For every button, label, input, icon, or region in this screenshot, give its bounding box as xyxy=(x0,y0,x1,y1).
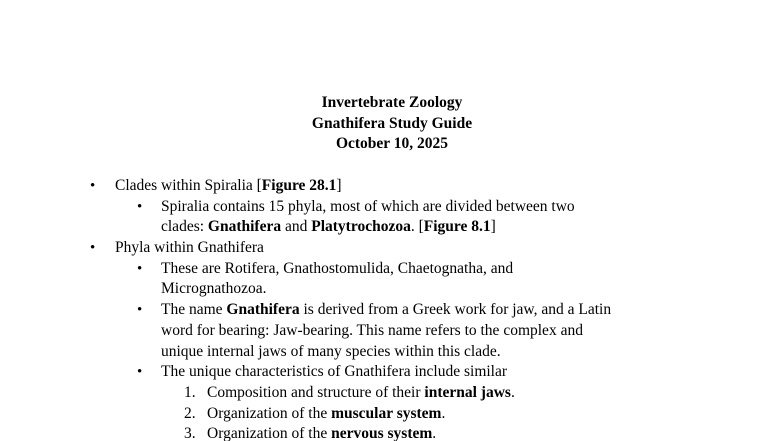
sub-item-line: Micrognathozoa. xyxy=(161,280,267,297)
list-number: 1. xyxy=(184,384,196,401)
document-date: October 10, 2025 xyxy=(335,135,449,152)
item-text: . xyxy=(441,405,446,422)
clade-term: Gnathifera xyxy=(226,301,300,318)
item-text: Clades within Spiralia [ xyxy=(115,177,262,194)
list-number: 2. xyxy=(184,405,196,422)
item-text: ] xyxy=(336,177,342,194)
item-text: . xyxy=(432,425,437,441)
list-number: 3. xyxy=(184,425,196,441)
item-text: . [ xyxy=(410,218,424,235)
sub-item-line xyxy=(161,300,611,320)
list-item-gnathifera-phyla: Phyla within Gnathifera xyxy=(115,239,264,256)
course-title: Invertebrate Zoology xyxy=(321,94,463,111)
item-text: Organization of the xyxy=(207,425,332,441)
item-text: is derived from a Greek work for jaw, and a Latin xyxy=(299,301,612,318)
item-text: Composition and structure of their xyxy=(207,384,425,401)
item-text: Organization of the xyxy=(207,405,332,422)
bullet-icon: • xyxy=(137,199,143,215)
item-text: and xyxy=(281,218,312,235)
clade-term: Gnathifera xyxy=(207,218,282,235)
bullet-icon: • xyxy=(90,178,96,194)
sub-item-line: The unique characteristics of Gnathifera include similar xyxy=(161,363,508,380)
item-text: ] xyxy=(490,218,496,235)
key-term: muscular system xyxy=(331,405,442,422)
bullet-icon: • xyxy=(90,240,96,256)
sub-item-line: These are Rotifera, Gnathostomulida, Chaetognatha, and xyxy=(161,260,514,277)
bullet-icon: • xyxy=(137,364,143,380)
bullet-icon: • xyxy=(137,261,143,277)
numbered-item xyxy=(207,383,515,403)
item-text: The name xyxy=(161,301,227,318)
figure-ref: Figure 28.1 xyxy=(261,177,337,194)
numbered-item xyxy=(207,424,436,441)
clade-term: Platytrochozoa xyxy=(311,218,411,235)
sub-item-line: unique internal jaws of many species within this clade. xyxy=(161,343,501,360)
item-text: . xyxy=(510,384,515,401)
list-item-spiralia-clades xyxy=(115,176,342,196)
key-term: internal jaws xyxy=(424,384,511,401)
item-text: clades: xyxy=(161,218,208,235)
key-term: nervous system xyxy=(331,425,433,441)
guide-title: Gnathifera Study Guide xyxy=(311,114,473,132)
figure-ref: Figure 8.1 xyxy=(423,218,491,235)
sub-item-line: Spiralia contains 15 phyla, most of which are divided between two xyxy=(161,198,575,215)
bullet-icon: • xyxy=(137,302,143,318)
title-block xyxy=(0,93,784,155)
sub-item-line xyxy=(161,217,496,237)
sub-item-line: word for bearing: Jaw-bearing. This name refers to the complex and xyxy=(161,322,583,339)
numbered-item xyxy=(207,404,445,424)
